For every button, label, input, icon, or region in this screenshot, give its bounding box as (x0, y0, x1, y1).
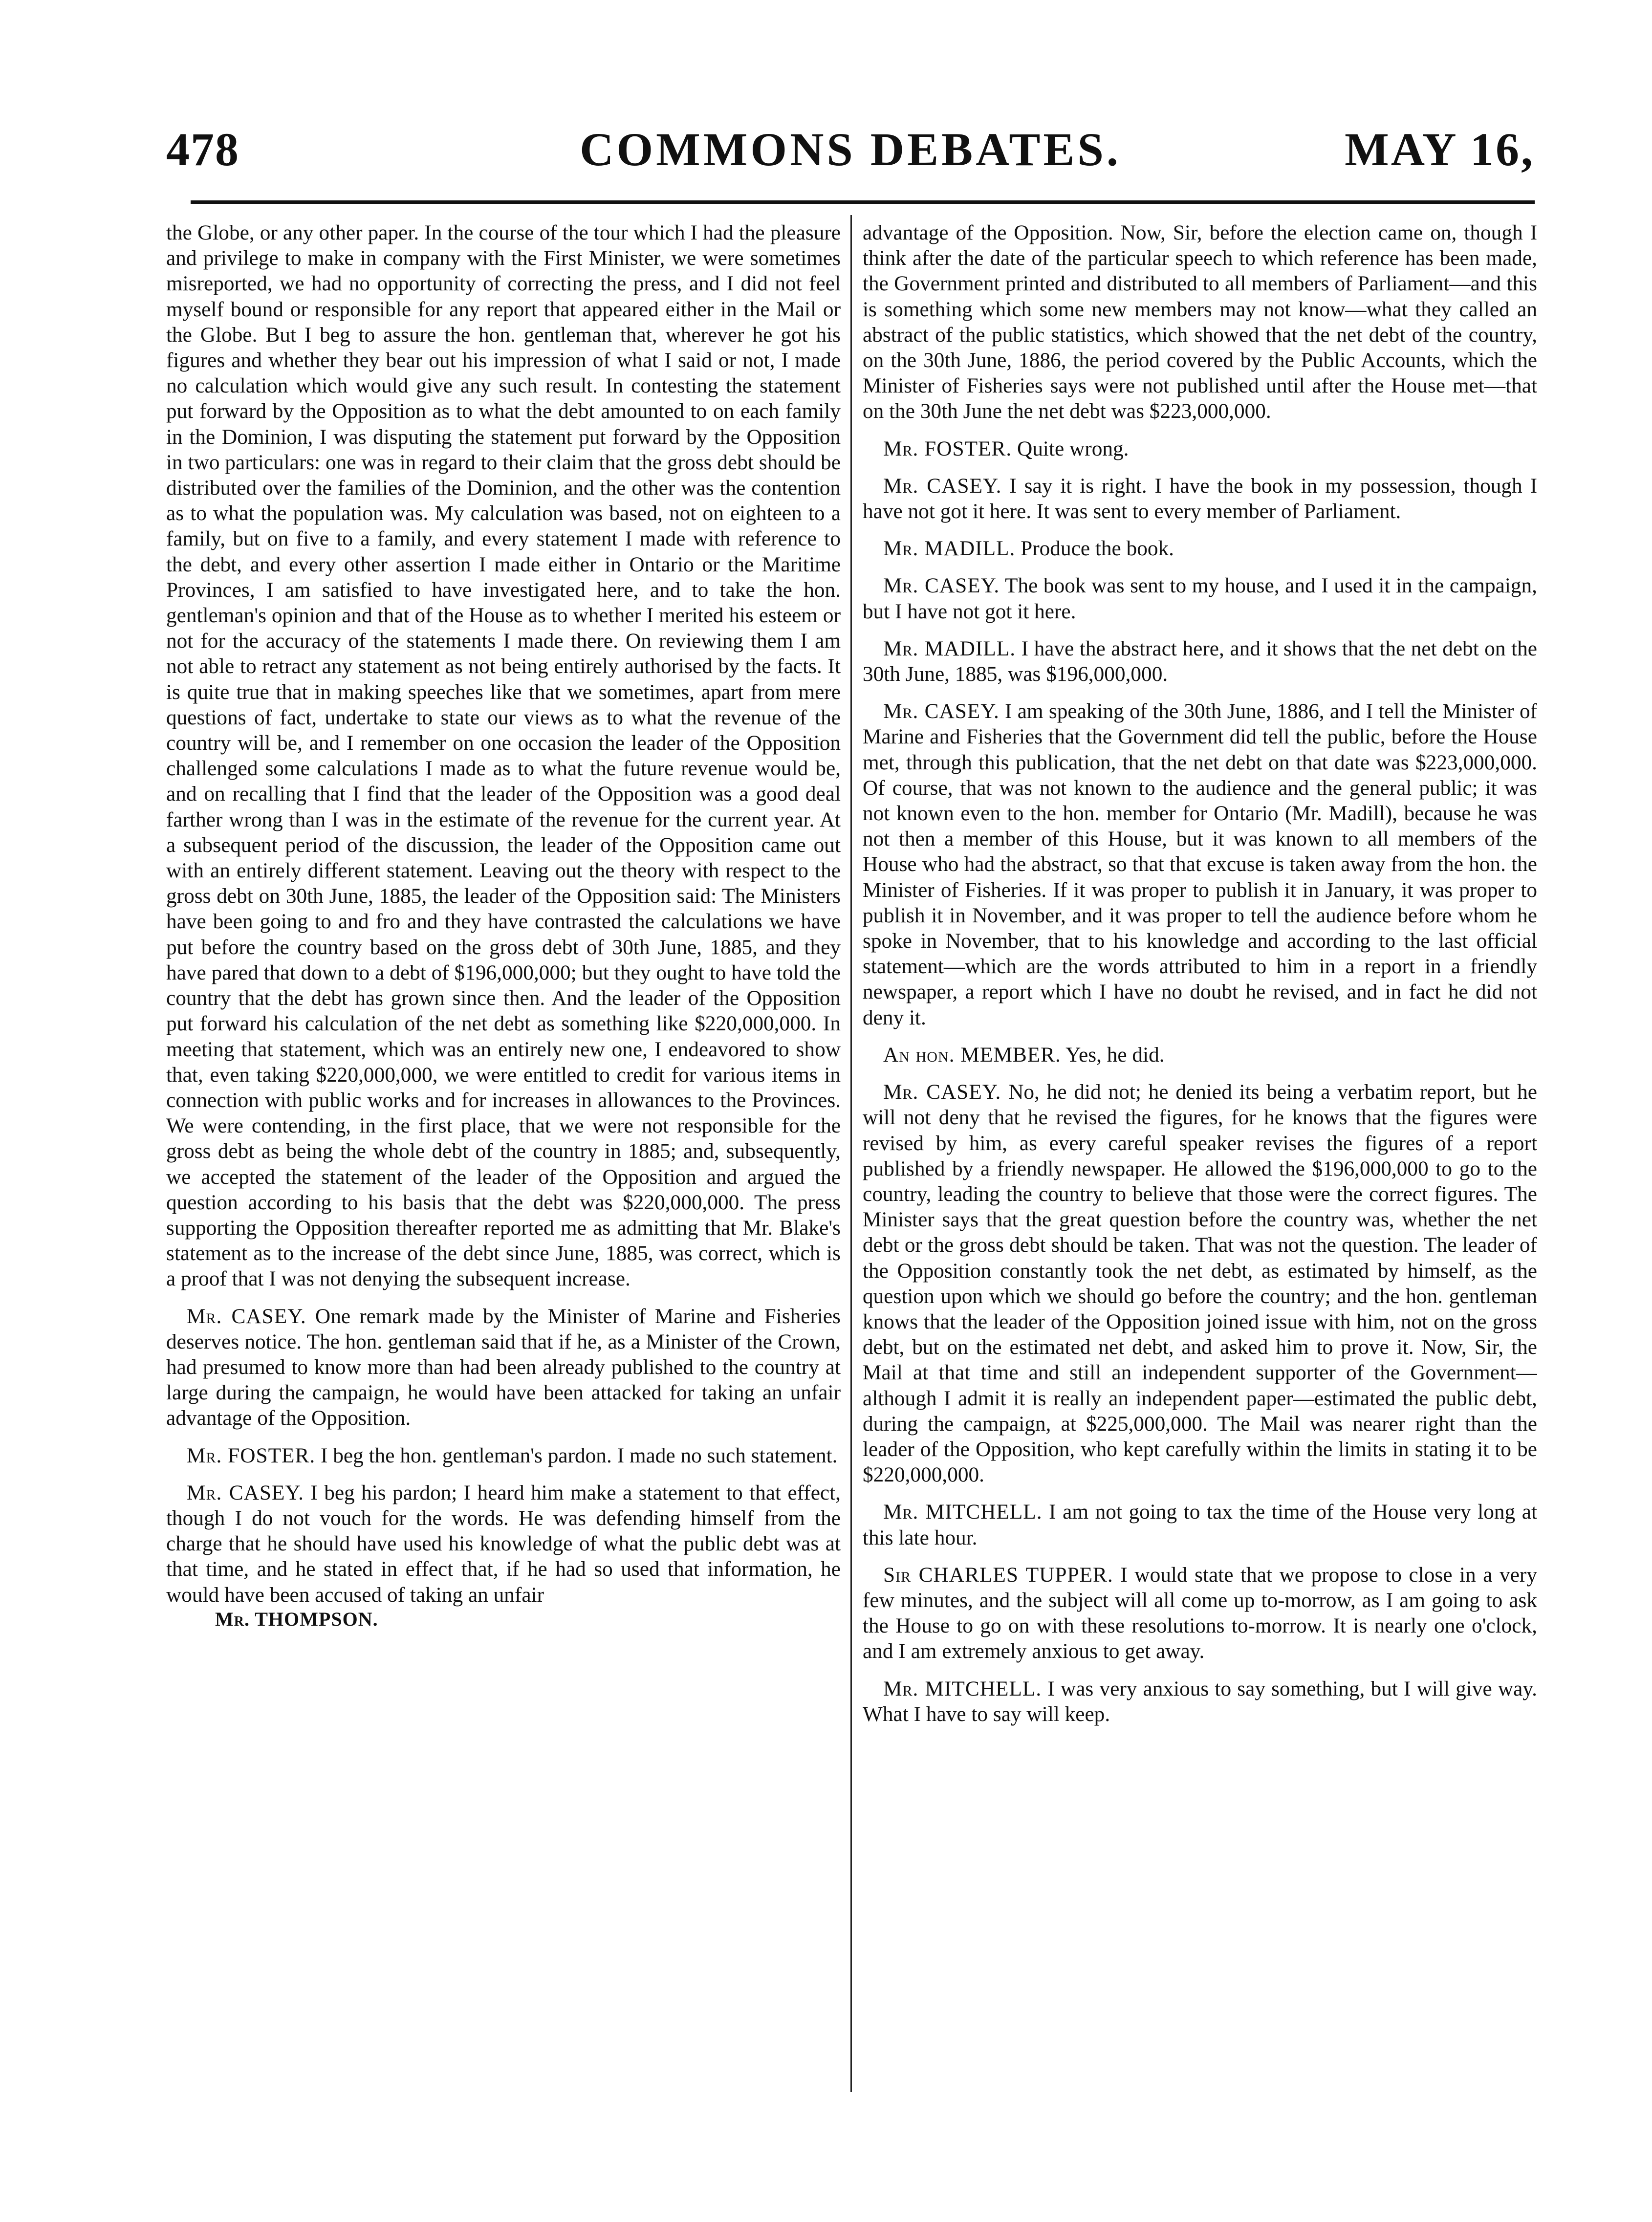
paragraph (863, 1042, 1537, 1067)
paragraph-text: One remark made by the Minister of Marine and Fisheries deserves notice. The hon. gentleman said that if he, as a Minister of the Crown, had presumed to know more than had been already published to the country at large during the campaign, he would have been attacked for taking an unfair advantage of the Opposition. (166, 1304, 841, 1430)
paragraph (863, 636, 1537, 687)
paragraph-text: I am speaking of the 30th June, 1886, and I tell the Minister of Marine and Fisheries that the Government did tell the public, before the House met, through this publication, that the net debt on that date was $223,000,000. Of course, that was not known to the audience and the general public; it was not known even to the hon. member for Ontario (Mr. Madill), because he was not then a member of this House, but it was known to all members of the House who had the abstract, so that that excuse is taken away from the hon. the Minister of Fisheries. If it was proper to publish it in January, it was proper to publish it in November, and it was proper to tell the audience before whom he spoke in November, that to his knowledge and according to the last official statement—which are the words attributed to him in a report in a friendly newspaper, a report which I have no doubt he revised, and in fact he did not deny it. (863, 699, 1537, 1029)
paragraph (863, 536, 1537, 561)
paragraph-text: advantage of the Opposition. Now, Sir, before the election came on, though I think after the date of the particular speech to which reference has been made, the Government printed and distributed to all members of Parliament—and this is something which some new members may not know—what they called an abstract of the public statistics, which showed that the net debt of the country, on the 30th June, 1886, the period covered by the Public Accounts, which the Minister of Fisheries says were not published until after the House met—that on the 30th June the net debt was $223,000,000. (863, 221, 1537, 423)
paragraph (863, 1562, 1537, 1664)
column-signature: Mr. THOMPSON. (215, 1608, 378, 1630)
paragraph (863, 698, 1537, 1030)
speaker-name: Mr. CASEY. (883, 699, 1000, 723)
speaker-name: Sir CHARLES TUPPER. (883, 1563, 1113, 1587)
speaker-name: Mr. MITCHELL. (883, 1677, 1042, 1700)
paragraph (863, 436, 1537, 461)
paragraph-text: I beg the hon. gentleman's pardon. I made no such statement. (321, 1443, 838, 1467)
left-column (166, 220, 841, 2126)
page-header (166, 122, 1535, 181)
header-rule (191, 200, 1535, 204)
paragraph-text: I am not going to tax the time of the House very long at this late hour. (863, 1500, 1537, 1549)
speaker-name: Mr. MADILL. (883, 636, 1016, 660)
page-number: 478 (166, 123, 239, 175)
speaker-name: Mr. CASEY. (187, 1481, 304, 1504)
speaker-name: An hon. MEMBER. (883, 1043, 1061, 1067)
right-column (863, 220, 1537, 2126)
paragraph (863, 473, 1537, 524)
running-title: COMMONS DEBATES. (580, 123, 1121, 175)
paragraph (166, 1304, 841, 1431)
paragraph-text: I have the abstract here, and it shows that the net debt on the 30th June, 1885, was $196,000,000. (863, 636, 1537, 686)
paragraph (863, 1499, 1537, 1550)
speaker-name: Mr. CASEY. (883, 474, 1002, 498)
paragraph-text: I beg his pardon; I heard him make a statement to that effect, though I do not vouch for the words. He was defending himself from the charge that he should have used his knowledge of what the public debt was at that time, and he stated in effect that, if he had so used that information, he would have been accused of taking an unfair (166, 1481, 841, 1607)
speaker-name: Mr. FOSTER. (883, 436, 1012, 460)
paragraph-text: the Globe, or any other paper. In the course of the tour which I had the pleasure and privilege to make in company with the First Minister, we were sometimes misreported, we had no opportunity of correcting the press, and I did not feel myself bound or responsible for any report that appeared either in the Mail or the Globe. But I beg to assure the hon. gentleman that, wherever he got his figures and whether they bear out his impression of what I said or not, I made no calculation which would give any such result. In contesting the statement put forward by the Opposition as to what the debt amounted to on each family in the Dominion, I was disputing the statement put forward by the Opposition in two particulars: one was in regard to their claim that the gross debt should be distributed over the families of the Dominion, and the other was the contention as to what the population was. My calculation was based, not on eighteen to a family, but on five to a family, and every statement I made with reference to the debt, and every other assertion I made either in Ontario or the Maritime Provinces, I am satisfied to have investigated here, and to take the hon. gentleman's opinion and that of the House as to whether I merited his esteem or not for the accuracy of the statements I made there. On reviewing them I am not able to retract any statement as not being entirely authorised by the facts. It is quite true that in making speeches like that we sometimes, apart from mere questions of fact, undertake to state our views as to what the revenue of the country will be, and I remember on one occasion the leader of the Opposition challenged some calculations I made as to what the future revenue would be, and on recalling that I find that the leader of the Opposition was a good deal farther wrong than I was in the estimate of the revenue for the current year. At a subsequent period of the discussion, the leader of the Opposition came out with an entirely different statement. Leaving out the theory with respect to the gross debt on 30th June, 1885, the leader of the Opposition said: The Ministers have been going to and fro and they have contrasted the calculations we have put before the country based on the gross debt of 30th June, 1885, and they have pared that down to a debt of $196,000,000; but they ought to have told the country that the debt has grown since then. And the leader of the Opposition put forward his calculation of the net debt as something like $220,000,000. In meeting that statement, which was an entirely new one, I endeavored to show that, even taking $220,000,000, we were entitled to credit for various items in connection with public works and for increases in allowances to the Provinces. We were contending, in the first place, that we were not responsible for the gross debt as being the whole debt of the country in 1885; and, subsequently, we accepted the statement of the leader of the Opposition and argued the question according to his basis that the debt was $220,000,000. The press supporting the Opposition thereafter reported me as admitting that Mr. Blake's statement as to the increase of the debt since June, 1885, was correct, which is a proof that I was not denying the subsequent increase. (166, 221, 841, 1291)
speaker-name: Mr. MADILL. (883, 537, 1016, 561)
paragraph (863, 573, 1537, 624)
speaker-name: Mr. CASEY. (883, 1080, 1001, 1104)
speaker-name: Mr. FOSTER. (187, 1443, 316, 1467)
paragraph-text: No, he did not; he denied its being a verbatim report, but he will not deny that he revised the figures, for he knows that the figures were revised by him, as every careful speaker revises the figures of a report published by a friendly newspaper. He allowed the $196,000,000 to go to the country, leading the country to believe that those were the correct figures. The Minister says that the great question before the country was, whether the net debt or the gross debt should be taken. That was not the question. The leader of the Opposition constantly took the net debt, as estimated by himself, as the question upon which we should go before the country; and the hon. gentleman knows that the leader of the Opposition joined issue with him, not on the gross debt, but on the estimated net debt, and asked him to prove it. Now, Sir, the Mail at that time and still an independent supporter of the Government—although I admit it is really an independent paper—estimated the public debt, during the campaign, at $225,000,000. The Mail was nearer right than the leader of the Opposition, who kept carefully within the limits in stating it to be $220,000,000. (863, 1080, 1537, 1487)
paragraph (863, 1079, 1537, 1487)
paragraph (166, 1480, 841, 1608)
paragraph-text: The book was sent to my house, and I used it in the campaign, but I have not got it here. (863, 574, 1537, 623)
paragraph-text: Quite wrong. (1017, 436, 1129, 460)
column-divider (850, 215, 852, 2092)
paragraph (863, 220, 1537, 424)
speaker-name: Mr. CASEY. (187, 1304, 306, 1328)
speaker-name: Mr. CASEY. (883, 574, 1000, 598)
paragraph-text: I would state that we propose to close in a very few minutes, and the subject will all come up to-morrow, as I am going to ask the House to go on with these resolutions to-morrow. It is nearly one o'clock, and I am extremely anxious to get away. (863, 1563, 1537, 1663)
paragraph-text: I say it is right. I have the book in my possession, though I have not got it here. It was sent to every member of Parliament. (863, 474, 1537, 523)
speaker-name: Mr. MITCHELL. (883, 1500, 1043, 1524)
paragraph (863, 1676, 1537, 1727)
paragraph-text: I was very anxious to say something, but I will give way. What I have to say will keep. (863, 1677, 1537, 1726)
paragraph (166, 220, 841, 1292)
header-date: MAY 16, (1345, 123, 1535, 175)
paragraph-text: Yes, he did. (1065, 1043, 1165, 1067)
paragraph-text: Produce the book. (1021, 537, 1174, 561)
paragraph (166, 1443, 841, 1468)
